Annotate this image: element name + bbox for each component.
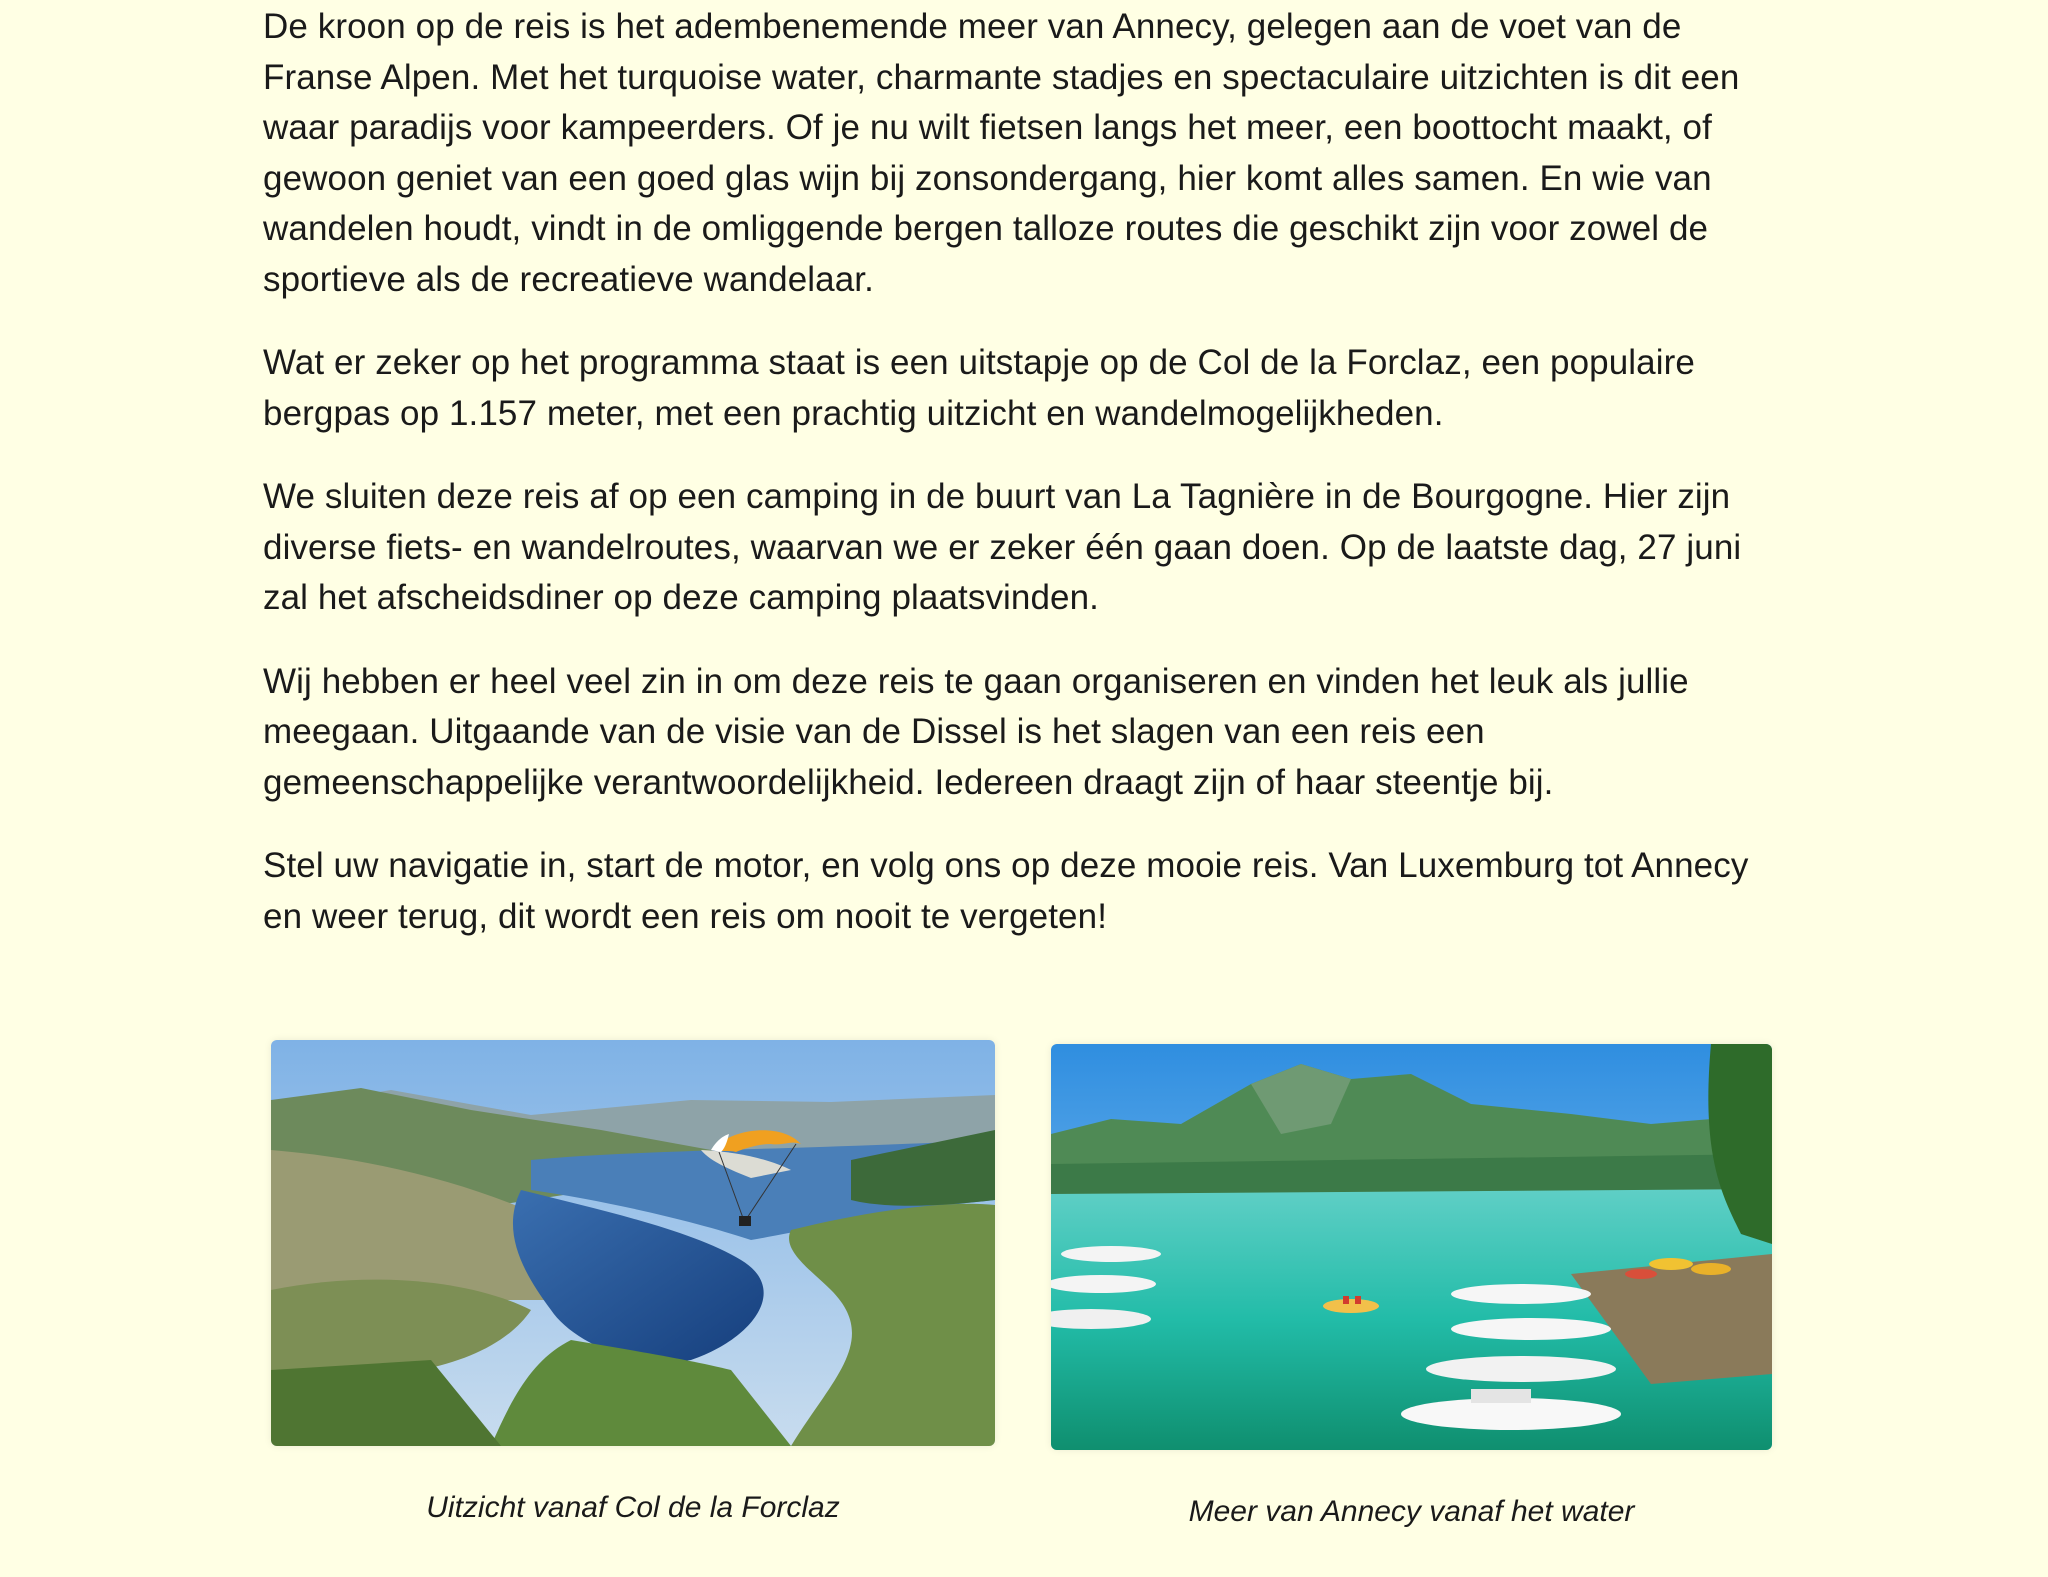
lake-aerial-illustration xyxy=(271,1040,995,1446)
photo-caption-right: Meer van Annecy vanaf het water xyxy=(1188,1495,1635,1528)
document-page xyxy=(263,0,1788,1528)
paragraph-annecy-intro: De kroon op de reis is het adembenemende meer van Annecy, gelegen aan de voet van de Franse Alpen. Met het turquoise water, charmante stadjes en spectaculaire uitzichten is dit een waar paradijs voor kampeerders. Of je nu wilt fietsen langs het meer, een boottocht maakt, of gewoon geniet van een goed glas wijn bij zonsondergang, hier komt alles samen. En wie van wandelen houdt, vindt in de omliggende bergen talloze routes die geschikt zijn voor zowel de sportieve als de recreatieve wandelaar. xyxy=(263,7,1740,299)
lake-boats-illustration xyxy=(1051,1044,1772,1450)
paragraph-la-tagniere: We sluiten deze reis af op een camping in de buurt van La Tagnière in de Bourgogne. Hier zijn diverse fiets- en wandelroutes, waarvan we er zeker één gaan doen. Op de laatste dag, 27 juni zal het afscheidsdiner op deze camping plaatsvinden. xyxy=(263,477,1742,617)
photo-col-de-la-forclaz xyxy=(271,1040,995,1446)
photo-caption-left: Uitzicht vanaf Col de la Forclaz xyxy=(426,1491,840,1524)
photo-gallery xyxy=(263,1040,1788,1528)
paragraph-closing: Stel uw navigatie in, start de motor, en volg ons op deze mooie reis. Van Luxemburg tot Annecy en weer terug, dit wordt een reis om nooit te vergeten! xyxy=(263,846,1749,936)
paragraph-organisation: Wij hebben er heel veel zin in om deze reis te gaan organiseren en vinden het leuk als jullie meegaan. Uitgaande van de visie van de Dissel is het slagen van een reis een gemeenschappelijke verantwoordelijkheid. Iedereen draagt zijn of haar steentje bij. xyxy=(263,661,1689,802)
photo-meer-van-annecy xyxy=(1051,1044,1772,1450)
paragraph-col-de-la-forclaz: Wat er zeker op het programma staat is een uitstapje op de Col de la Forclaz, een populaire bergpas op 1.157 meter, met een prachtig uitzicht en wandelmogelijkheden. xyxy=(263,343,1695,433)
